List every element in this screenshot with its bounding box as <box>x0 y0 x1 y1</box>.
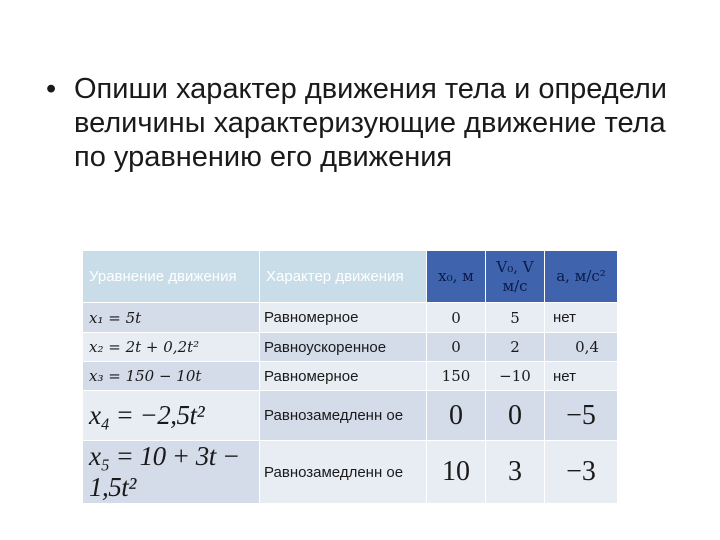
equation-cell: x₄ = −2,5t² <box>83 391 260 441</box>
a-cell: −3 <box>545 441 618 504</box>
header-x0: x₀, м <box>427 251 486 303</box>
equation-cell: x₁ = 5t <box>83 303 260 333</box>
character-cell: Равнозамедленн ое <box>260 441 427 504</box>
v0-cell: 5 <box>486 303 545 333</box>
bullet-point: • <box>46 73 57 105</box>
equation-cell: x₃ = 150 − 10t <box>83 362 260 391</box>
table-row <box>83 362 618 391</box>
character-cell: Равномерное <box>260 362 427 391</box>
x0-cell: 10 <box>427 441 486 504</box>
table-row <box>83 441 618 504</box>
v0-cell: 3 <box>486 441 545 504</box>
v0-cell: 2 <box>486 333 545 362</box>
header-equation: Уравнение движения <box>83 251 260 303</box>
a-cell: 0,4 <box>545 333 618 362</box>
v0-cell: 0 <box>486 391 545 441</box>
character-cell: Равнозамедленн ое <box>260 391 427 441</box>
question-block <box>46 72 686 174</box>
motion-table <box>82 250 618 504</box>
a-cell: −5 <box>545 391 618 441</box>
header-v0: V₀, V м/с <box>486 251 545 303</box>
equation-cell: x₅ = 10 + 3t − 1,5t² <box>83 441 260 504</box>
header-a: a, м/с² <box>545 251 618 303</box>
table-row <box>83 333 618 362</box>
v0-cell: −10 <box>486 362 545 391</box>
x0-cell: 0 <box>427 391 486 441</box>
character-cell: Равноускоренное <box>260 333 427 362</box>
table-header-row <box>83 251 618 303</box>
header-character: Характер движения <box>260 251 427 303</box>
a-cell: нет <box>545 362 618 391</box>
table-row <box>83 303 618 333</box>
character-cell: Равномерное <box>260 303 427 333</box>
x0-cell: 0 <box>427 303 486 333</box>
x0-cell: 150 <box>427 362 486 391</box>
equation-cell: x₂ = 2t + 0,2t² <box>83 333 260 362</box>
x0-cell: 0 <box>427 333 486 362</box>
table-row <box>83 391 618 441</box>
a-cell: нет <box>545 303 618 333</box>
question-text: Опиши характер движения тела и определи величины характеризующие движение тела по уравнению его движения <box>74 73 667 173</box>
